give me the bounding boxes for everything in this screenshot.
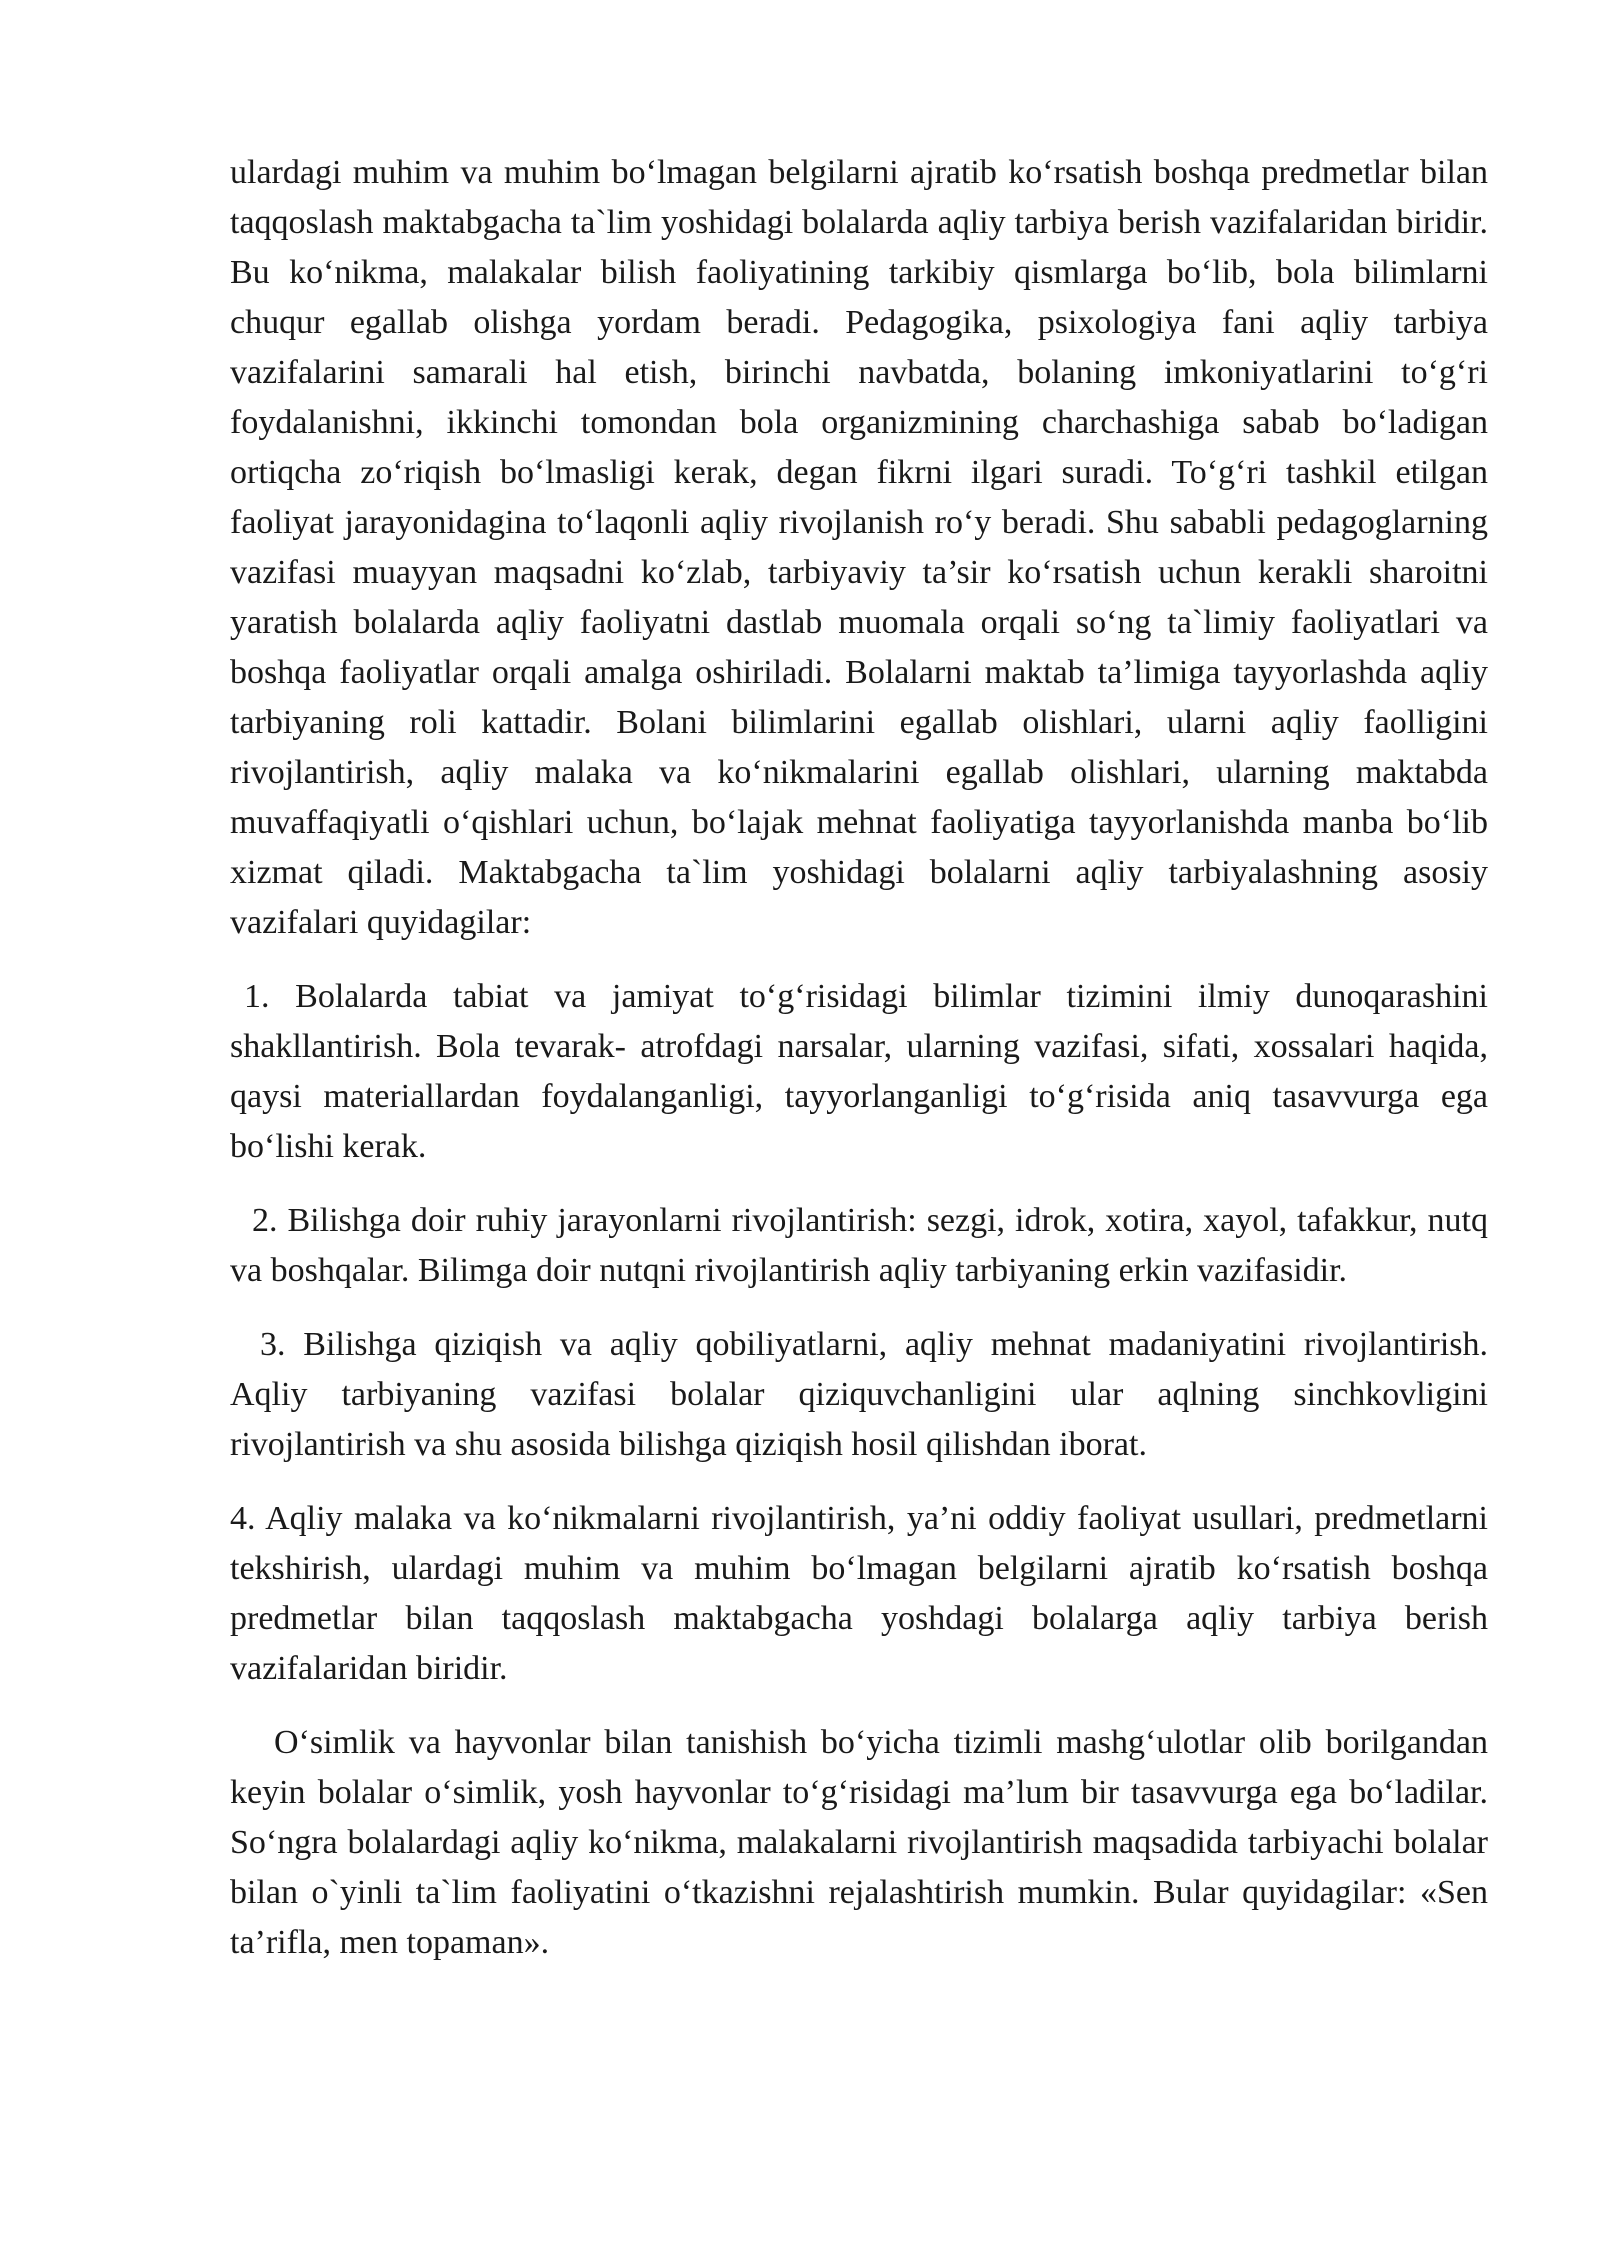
list-item-2: 2. Bilishga doir ruhiy jarayonlarni rivojlantirish: sezgi, idrok, xotira, xayol, tafakkur, nutq va boshqalar. Bilimga doir nutqni rivojlantirish aqliy tarbiyaning erkin vazifasidir. (230, 1202, 1488, 1289)
list-item-3: 3. Bilishga qiziqish va aqliy qobiliyatlarni, aqliy mehnat madaniyatini rivojlantirish. Aqliy tarbiyaning vazifasi bolalar qiziquvchanligini ular aqlning sinchkovligini rivojlantirish va shu asosida bilishga qiziqish hosil qilishdan iborat. (230, 1326, 1488, 1463)
list-item-4: 4. Aqliy malaka va ko‘nikmalarni rivojlantirish, ya’ni oddiy faoliyat usullari, predmetlarni tekshirish, ulardagi muhim va muhim bo‘lmagan belgilarni ajratib ko‘rsatish boshqa predmetlar bilan taqqoslash maktabgacha yoshdagi bolalarga aqliy tarbiya berish vazifalaridan biridir. (230, 1500, 1488, 1687)
list-item-1: 1. Bolalarda tabiat va jamiyat to‘g‘risidagi bilimlar tizimini ilmiy dunoqarashini shakllantirish. Bola tevarak- atrofdagi narsalar, ularning vazifasi, sifati, xossalari haqida, qaysi materiallardan foydalanganligi, tayyorlanganligi to‘g‘risida aniq tasavvurga ega bo‘lishi kerak. (230, 978, 1488, 1165)
paragraph-intro: ulardagi muhim va muhim bo‘lmagan belgilarni ajratib ko‘rsatish boshqa predmetlar bilan taqqoslash maktabgacha ta`lim yoshidagi bolalarda aqliy tarbiya berish vazifalaridan biridir. Bu ko‘nikma, malakalar bilish faoliyatining tarkibiy qismlarga bo‘lib, bola bilimlarni chuqur egallab olishga yordam beradi. Pedagogika, psixologiya fani aqliy tarbiya vazifalarini samarali hal etish, birinchi navbatda, bolaning imkoniyatlarini to‘g‘ri foydalanishni, ikkinchi tomondan bola organizmining charchashiga sabab bo‘ladigan ortiqcha zo‘riqish bo‘lmasligi kerak, degan fikrni ilgari suradi. To‘g‘ri tashkil etilgan faoliyat jarayonidagina to‘laqonli aqliy rivojlanish ro‘y beradi. Shu sababli pedagoglarning vazifasi muayyan maqsadni ko‘zlab, tarbiyaviy ta’sir ko‘rsatish uchun kerakli sharoitni yaratish bolalarda aqliy faoliyatni dastlab muomala orqali so‘ng ta`limiy faoliyatlari va boshqa faoliyatlar orqali amalga oshiriladi. Bolalarni maktab ta’limiga tayyorlashda aqliy tarbiyaning roli kattadir. Bolani bilimlarini egallab olishlari, ularni aqliy faolligini rivojlantirish, aqliy malaka va ko‘nikmalarini egallab olishlari, ularning maktabda muvaffaqiyatli o‘qishlari uchun, bo‘lajak mehnat faoliyatiga tayyorlanishda manba bo‘lib xizmat qiladi. Maktabgacha ta`lim yoshidagi bolalarni aqliy tarbiyalashning asosiy vazifalari quyidagilar: (230, 154, 1488, 941)
paragraph-closing: O‘simlik va hayvonlar bilan tanishish bo‘yicha tizimli mashg‘ulotlar olib borilgandan keyin bolalar o‘simlik, yosh hayvonlar to‘g‘risidagi ma’lum bir tasavvurga ega bo‘ladilar. So‘ngra bolalardagi aqliy ko‘nikma, malakalarni rivojlantirish maqsadida tarbiyachi bolalar bilan o`yinli ta`lim faoliyatini o‘tkazishni rejalashtirish mumkin. Bular quyidagilar: «Sen ta’rifla, men topaman». (230, 1724, 1488, 1961)
document-page (230, 148, 1488, 1968)
